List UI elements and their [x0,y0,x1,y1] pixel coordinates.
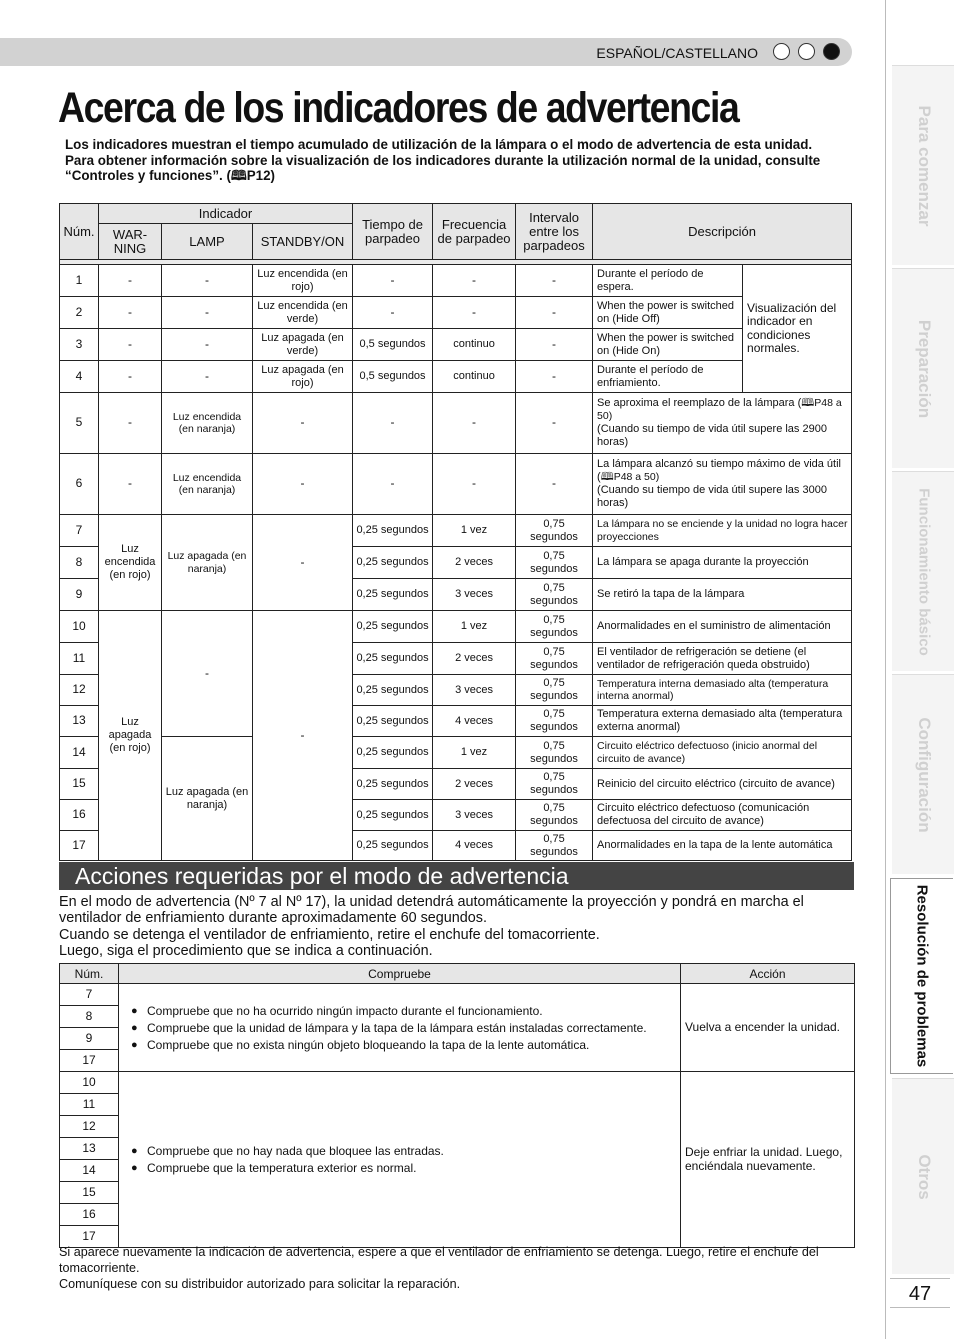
tab-para-comenzar[interactable]: Para comenzar [892,65,954,265]
action-group-2: Deje enfriar la unidad. Luego, enciéndala nuevamente. [681,1072,855,1248]
page-title: Acerca de los indicadores de advertencia [58,84,739,132]
th-accion: Acción [681,964,855,984]
page-ref: P12 [246,168,271,184]
th-indicador: Indicador [99,204,353,224]
indicator-table [59,203,852,861]
footer-text: Si aparece nuevamente la indicación de advertencia, espere a que el ventilador de enfriamiento se detenga. Luego, retire el enchufe del tomacorriente. Comuníquese con su distribuidor autorizado para solicitar la reparación. [59,1245,819,1291]
table-row: 2 - - Luz encendida (en verde) - - - When the power is switched on (Hide Off) [60,297,852,329]
page-indicator-dots [773,43,840,60]
th-tiempo: Tiempo de parpadeo [353,204,433,260]
table-row: 17 0,25 segundos 4 veces 0,75 segundos Anormalidades en la tapa de la lente automática [60,831,852,861]
list-item: ● Compruebe que la unidad de lámpara y la tapa de la lámpara están instaladas correctamente. [131,1021,678,1035]
th-compruebe: Compruebe [119,964,681,984]
tab-otros[interactable]: Otros [892,1078,954,1274]
dot-icon [798,43,815,60]
tab-preparacion[interactable]: Preparación [892,268,954,468]
book-icon: 🕮 [801,397,815,409]
list-item: ● Compruebe que la temperatura exterior es normal. [131,1161,678,1175]
intro-text [65,137,851,184]
list-item: ● Compruebe que no ha ocurrido ningún impacto durante el funcionamiento. [131,1004,678,1018]
tab-resolucion-de-problemas[interactable]: Resolución de problemas [890,878,953,1074]
table-row: 7 Luz encendida (en rojo) Luz apagada (en naranja) - 0,25 segundos 1 vez 0,75 segundos La lámpara no se enciende y la unidad no logra hacer proyecciones [60,515,852,547]
dot-icon [773,43,790,60]
th-num: Núm. [60,964,119,984]
side-tabs [885,0,954,1339]
page-number: 47 [890,1278,950,1308]
checks-group-1 [119,984,681,1072]
list-item: ● Compruebe que no exista ningún objeto bloqueando la tapa de la lente automática. [131,1038,678,1052]
th-warning: WAR-NING [99,224,162,260]
th-intervalo: Intervalo entre los parpadeos [516,204,593,260]
th-lamp: LAMP [162,224,253,260]
th-standby: STANDBY/ON [253,224,353,260]
intro-paragraph-2: Para obtener información sobre la visualización de los indicadores durante la utilización normal de la unidad, consulte “Controles y funciones”. (🕮P12) [65,152,821,184]
dot-filled-icon [823,43,840,60]
th-num: Núm. [60,204,99,260]
checks-group-2 [119,1072,681,1248]
table-row: 13 0,25 segundos 4 veces 0,75 segundos Temperatura externa demasiado alta (temperatura externa anormal) [60,706,852,737]
table-row: 14 Luz apagada (en naranja) 0,25 segundos 1 vez 0,75 segundos Circuito eléctrico defectuoso (inicio anormal del circuito de avance) [60,737,852,769]
table-row: 12 0,25 segundos 3 veces 0,75 segundos Temperatura interna demasiado alta (temperatura interna anormal) [60,675,852,706]
th-descripcion: Descripción [593,204,852,260]
section-text: En el modo de advertencia (Nº 7 al Nº 17), la unidad detendrá automáticamente la proyección y pondrá en marcha el ventilador de enfriamiento durante aproximadamente 60 segundos. Cuando se detenga el ventilador de enfriamiento, retire el enchufe del tomacorriente. Luego, siga el procedimiento que se indica a continuación. [59,894,804,960]
table-row: 5 - Luz encendida (en naranja) - - - - Se aproxima el reemplazo de la lámpara (🕮P48 a 50) (Cuando su tiempo de vida útil supere las 2900 horas) [60,393,852,454]
actions-table: Núm. Compruebe Acción 7 ● Compruebe que no ha ocurrido ningún impacto durante el funcionamiento. ● Compruebe que la unidad de lámpara y la tapa de la lámpara están instaladas correctamente. ● Compruebe que no exista ningún objeto bloqueando la tapa de la lente automática. Vuelva a encender la unidad. 8 9 17 10 ● Compruebe que no hay nada que bloquee las entradas. ● Compruebe que la temperatura exterior es normal. Deje enfriar la unidad. Luego, enciéndala nuevamente. 11 12 13 14 15 16 17 [59,963,855,1248]
table-row: 9 0,25 segundos 3 veces 0,75 segundos Se retiró la tapa de la lámpara [60,579,852,611]
book-icon: 🕮 [230,168,247,184]
table-row: 16 0,25 segundos 3 veces 0,75 segundos Circuito eléctrico defectuoso (comunicación defectuosa del circuito de avance) [60,800,852,831]
action-group-1: Vuelva a encender la unidad. [681,984,855,1072]
intro-paragraph-1: Los indicadores muestran el tiempo acumulado de utilización de la lámpara o el modo de advertencia de esta unidad. [65,137,813,152]
tab-configuracion[interactable]: Configuración [892,674,954,874]
table-row: 10 Luz apagada (en rojo) - - 0,25 segundos 1 vez 0,75 segundos Anormalidades en el suministro de alimentación [60,611,852,643]
table-row: 8 0,25 segundos 2 veces 0,75 segundos La lámpara se apaga durante la proyección [60,547,852,579]
book-icon: 🕮 [600,471,614,483]
normal-group-desc: Visualización del indicador en condiciones normales. [743,265,852,393]
table-row: 4 - - Luz apagada (en rojo) 0,5 segundos continuo - Durante el período de enfriamiento. [60,361,852,393]
table-row: 3 - - Luz apagada (en verde) 0,5 segundos continuo - When the power is switched on (Hide On) [60,329,852,361]
language-label: ESPAÑOL/CASTELLANO [596,45,758,61]
section-title-bar: Acciones requeridas por el modo de advertencia [59,862,854,890]
header-bar [0,38,852,66]
table-row: 11 0,25 segundos 2 veces 0,75 segundos El ventilador de refrigeración se detiene (el ventilador de refrigeración queda obstruido) [60,643,852,675]
list-item: ● Compruebe que no hay nada que bloquee las entradas. [131,1144,678,1158]
tab-funcionamiento-basico[interactable]: Funcionamiento básico [892,471,954,671]
table-row: 15 0,25 segundos 2 veces 0,75 segundos Reinicio del circuito eléctrico (circuito de avance) [60,769,852,800]
th-frecuencia: Frecuencia de parpadeo [433,204,516,260]
table-row: 1 - - Luz encendida (en rojo) - - - Durante el período de espera. Visualización del indicador en condiciones normales. [60,265,852,297]
table-row: 6 - Luz encendida (en naranja) - - - - La lámpara alcanzó su tiempo máximo de vida útil (🕮P48 a 50) (Cuando su tiempo de vida útil supere las 3000 horas) [60,454,852,515]
